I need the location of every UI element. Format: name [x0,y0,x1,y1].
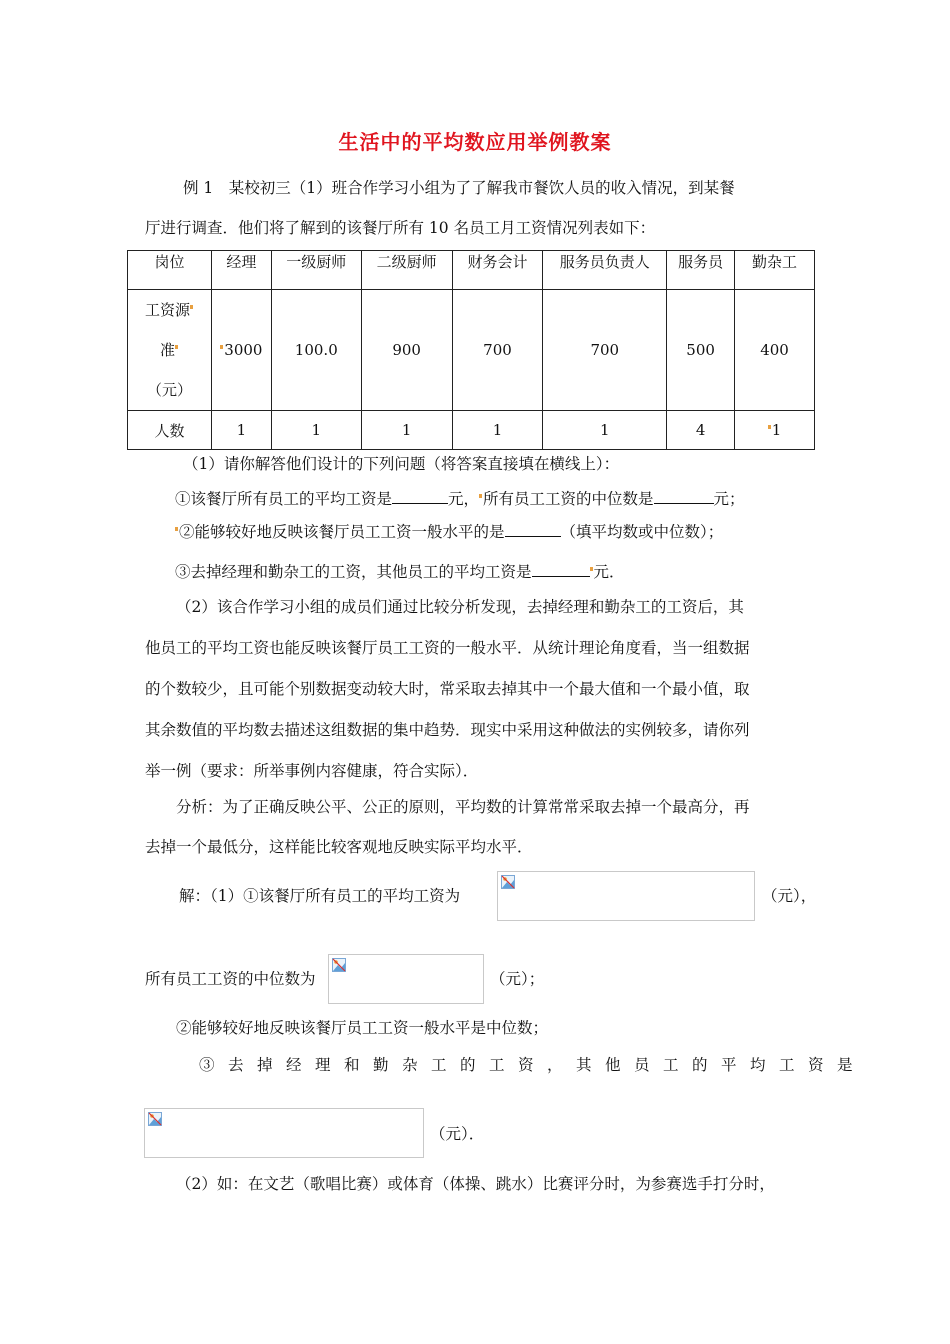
marker-icon [175,345,178,349]
header-cell: 勤杂工 [735,251,815,290]
salary-label-line: 准 [128,330,211,370]
broken-image-icon [148,1112,162,1126]
table-cell: 1 [361,411,452,450]
salary-table [127,250,815,450]
broken-image-icon [332,958,346,972]
table-cell: 500 [667,290,735,411]
header-cell: 二级厨师 [361,251,452,290]
header-cell: 服务员 [667,251,735,290]
table-cell: 3000 [211,290,271,411]
solution-2-suffix: （元）； [490,970,545,988]
marker-icon [175,527,178,531]
question-2-line: 举一例（要求：所举事例内容健康，符合实际）． [145,762,479,780]
table-header-row [128,251,815,290]
formula-image [497,871,755,921]
question-2-line: （2）该合作学习小组的成员们通过比较分析发现，去掉经理和勤杂工的工资后，其 [176,598,744,616]
question-1b: ②能够较好地反映该餐厅员工工资一般水平的是 （填平均数或中位数）； [175,522,723,542]
table-cell: 900 [361,290,452,411]
table-row-salary [128,290,815,411]
solution-5: （2）如：在文艺（歌唱比赛）或体育（体操、跳水）比赛评分时，为参赛选手打分时， [176,1175,775,1193]
solution-4: ③去掉经理和勤杂工的工资，其他员工的平均工资是 [199,1056,867,1074]
salary-label-line: （元） [146,381,192,399]
analysis-line-2: 去掉一个最低分，这样能比较客观地反映实际平均水平． [145,838,533,856]
marker-icon [768,425,771,429]
table-cell: 700 [543,290,667,411]
marker-icon [190,305,193,309]
header-cell: 经理 [211,251,271,290]
count-label-cell: 人数 [128,411,212,450]
question-1a: ①该餐厅所有员工的平均工资是 元， 所有员工工资的中位数是 元； [175,490,745,508]
question-2-line: 的个数较少，且可能个别数据变动较大时，常采取去掉其中一个最大值和一个最小值，取 [145,680,750,698]
table-cell: 700 [452,290,543,411]
solution-1-suffix: （元）， [762,887,817,905]
marker-icon [220,345,223,349]
header-cell: 一级厨师 [271,251,361,290]
marker-icon [590,567,593,571]
table-cell: 100.0 [271,290,361,411]
question-2-line: 其余数值的平均数去描述这组数据的集中趋势．现实中采用这种做法的实例较多，请你列 [145,721,750,739]
formula-image [144,1108,424,1158]
solution-1-prefix: 解：（1）①该餐厅所有员工的平均工资为 [179,887,461,905]
table-cell: 400 [735,290,815,411]
question-1c: ③去掉经理和勤杂工的工资，其他员工的平均工资是 元． [175,563,625,581]
salary-label-cell [128,290,212,411]
question-1-intro: （1）请你解答他们设计的下列问题（将答案直接填在横线上）： [183,455,620,473]
intro-line-2: 厅进行调查．他们将了解到的该餐厅所有 10 名员工月工资情况列表如下： [145,219,656,237]
table-cell: 1 [452,411,543,450]
table-cell: 4 [667,411,735,450]
solution-4-suffix: （元）． [430,1125,485,1143]
question-2-line: 他员工的平均工资也能反映该餐厅员工工资的一般水平．从统计理论角度看，当一组数据 [145,639,750,657]
table-row-count [128,411,815,450]
salary-label-line: 工资源 [128,290,211,330]
header-cell: 服务员负责人 [543,251,667,290]
analysis-line-1: 分析：为了正确反映公平、公正的原则，平均数的计算常常采取去掉一个最高分，再 [176,798,750,816]
table-cell: 1 [543,411,667,450]
page-title: 生活中的平均数应用举例教案 [338,130,612,154]
formula-image [328,954,484,1004]
table-cell: 1 [271,411,361,450]
solution-3: ②能够较好地反映该餐厅员工工资一般水平是中位数； [176,1019,549,1037]
table-cell: 1 [211,411,271,450]
marker-icon [479,494,482,498]
broken-image-icon [501,875,515,889]
header-cell: 岗位 [128,251,212,290]
solution-2-prefix: 所有员工工资的中位数为 [145,970,316,988]
header-cell: 财务会计 [452,251,543,290]
table-cell: 1 [735,411,815,450]
intro-line-1: 例 1 某校初三（1）班合作学习小组为了了解我市餐饮人员的收入情况，到某餐 [183,179,735,197]
